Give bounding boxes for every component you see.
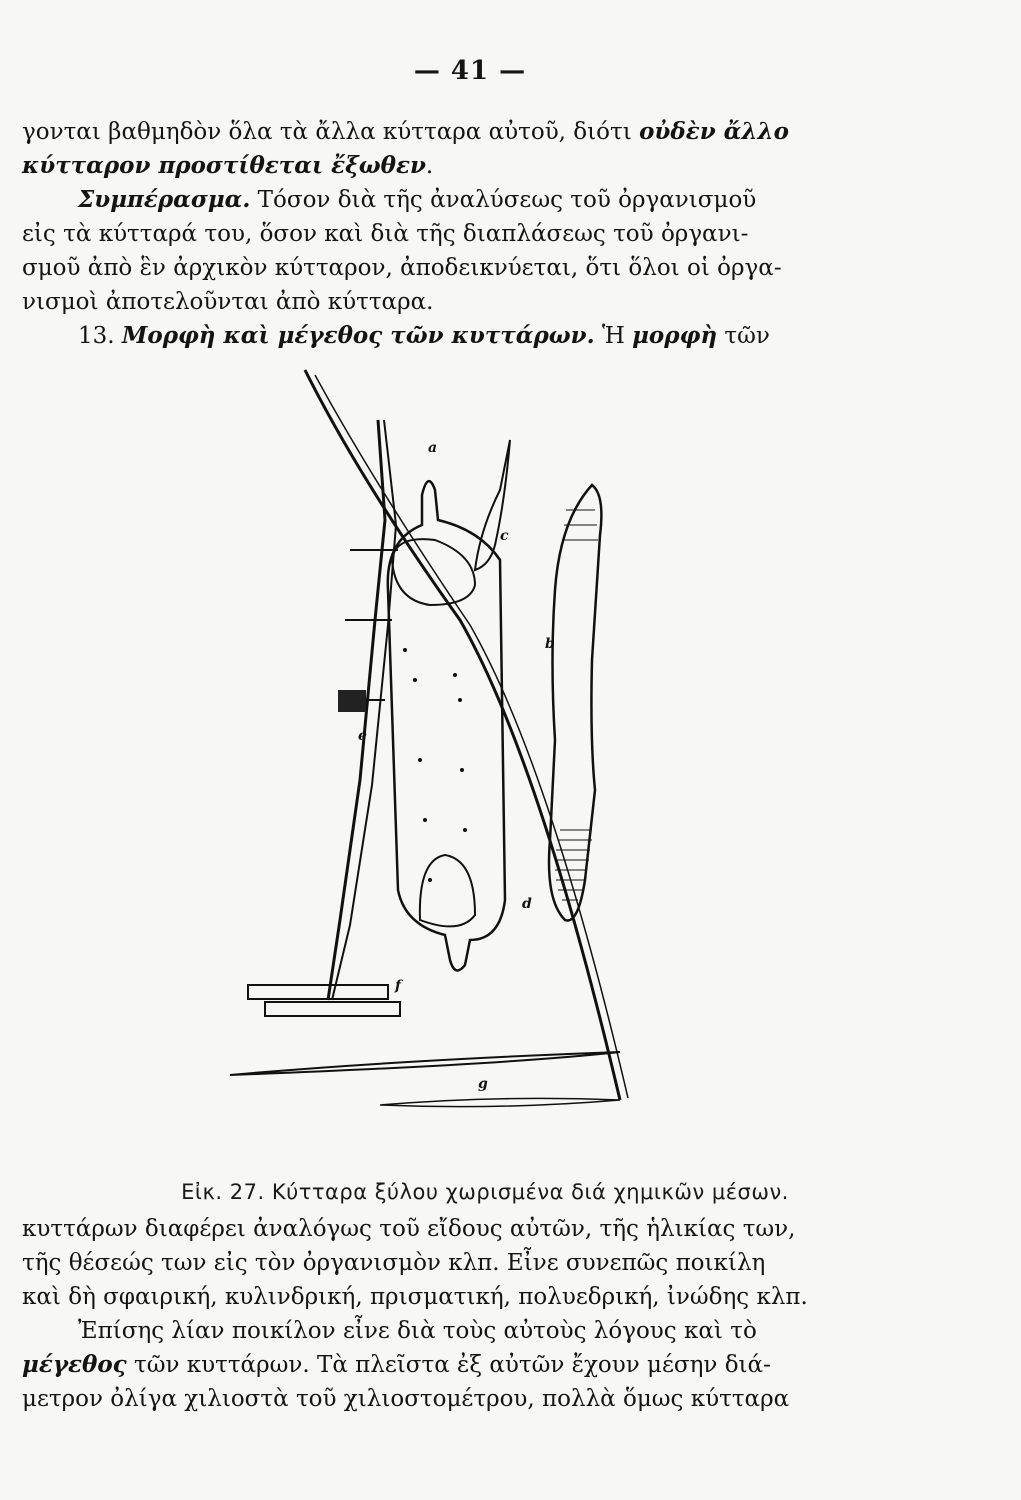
label-c: c	[500, 528, 509, 544]
text-run: .	[425, 153, 434, 179]
label-g: g	[478, 1076, 488, 1092]
section-number: 13.	[78, 323, 115, 349]
top-paragraph	[22, 115, 877, 353]
emphasis-text: μέγεθος	[22, 1351, 127, 1378]
text-line	[22, 319, 877, 353]
cell-f	[248, 985, 388, 999]
cell-a-bulge	[392, 539, 475, 605]
text-line	[22, 1348, 877, 1382]
cell-g	[230, 1052, 620, 1075]
cell-c	[475, 440, 510, 570]
figure-caption: Εἰκ. 27. Κύτταρα ξύλου χωρισμένα διά χημικῶν μέσων.	[181, 1180, 789, 1204]
text-line: Ἐπίσης λίαν ποικίλον εἶνε διὰ τοὺς αὐτοὺς λόγους καὶ τὸ	[78, 1318, 757, 1344]
cell-f-lower	[265, 1002, 400, 1016]
page-number: — 41 —	[413, 56, 527, 86]
label-e: e	[358, 728, 367, 744]
emphasis-text: οὐδὲν ἄλλο	[639, 118, 789, 145]
text-line: μετρον ὀλίγα χιλιοστὰ τοῦ χιλιοστομέτρου, πολλὰ ὅμως κύτταρα	[22, 1386, 790, 1412]
text-run: τῶν κυττάρων. Τὰ πλεῖστα ἐξ αὐτῶν ἔχουν μέσην διά-	[126, 1352, 771, 1378]
text-run: Τόσον διὰ τῆς ἀναλύσεως τοῦ ὀργανισμοῦ	[250, 187, 757, 213]
long-fiber-cell	[305, 370, 620, 1100]
label-f: f	[395, 978, 402, 994]
section-heading: Συμπέρασμα.	[78, 186, 251, 213]
section-title: Μορφὴ καὶ μέγεθος τῶν κυττάρων.	[121, 322, 595, 349]
wood-cells-drawing	[200, 360, 860, 1150]
emphasis-text: κύτταρον προστίθεται ἔξωθεν	[22, 152, 426, 179]
text-line	[22, 115, 877, 149]
text-run: γονται βαθμηδὸν ὅλα τὰ ἄλλα κύτταρα αὐτοῦ, διότι	[22, 119, 640, 145]
wood-cells-figure	[200, 360, 860, 1150]
text-run: Ἡ	[594, 323, 633, 349]
cell-a-lower-bulge	[420, 855, 475, 926]
text-line: τῆς θέσεώς των εἰς τὸν ὀργανισμὸν κλπ. Εἶνε συνεπῶς ποικίλη	[22, 1250, 766, 1276]
emphasis-text: μορφὴ	[632, 322, 718, 349]
cell-b	[549, 485, 601, 921]
label-d: d	[522, 896, 532, 912]
cell-dots	[403, 648, 467, 882]
text-line: εἰς τὰ κύτταρά του, ὅσον καὶ διὰ τῆς διαπλάσεως τοῦ ὀργανι-	[22, 221, 749, 247]
bottom-paragraph	[22, 1212, 877, 1416]
text-run: τῶν	[717, 323, 770, 349]
label-a: a	[428, 440, 438, 456]
text-line	[22, 149, 877, 183]
text-line: καὶ δὴ σφαιρική, κυλινδρική, πρισματική, πολυεδρική, ἰνώδης κλπ.	[22, 1284, 808, 1310]
cell-a	[388, 481, 505, 970]
text-line: σμοῦ ἀπὸ ἓν ἀρχικὸν κύτταρον, ἀποδεικνύεται, ὅτι ὅλοι οἱ ὀργα-	[22, 255, 782, 281]
text-line: κυττάρων διαφέρει ἀναλόγως τοῦ εἴδους αὐτῶν, τῆς ἡλικίας των,	[22, 1216, 796, 1242]
label-b: b	[545, 636, 555, 652]
text-line: νισμοὶ ἀποτελοῦνται ἀπὸ κύτταρα.	[22, 289, 434, 315]
text-line	[22, 183, 877, 217]
cell-g-lower	[380, 1098, 620, 1106]
